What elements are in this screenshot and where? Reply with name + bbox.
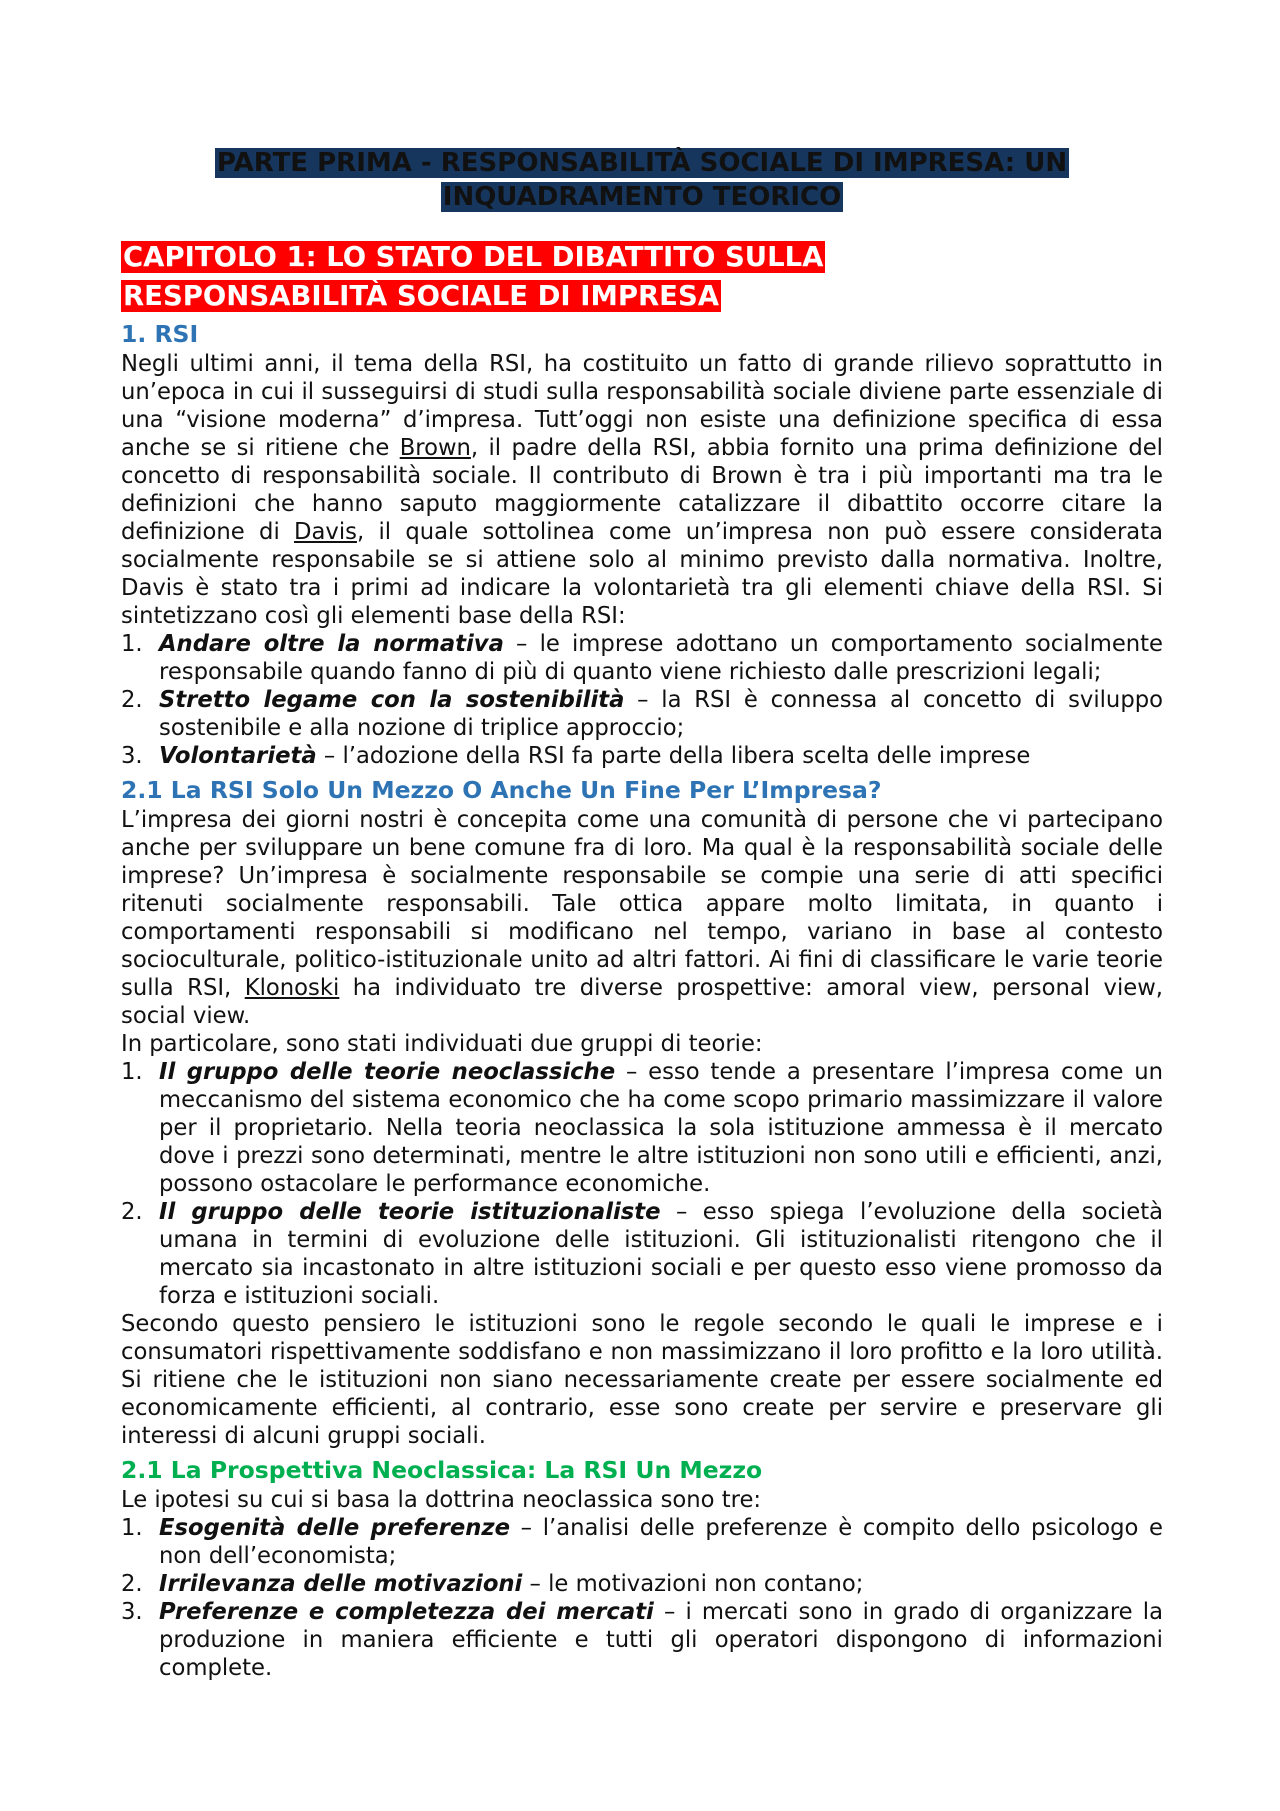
paragraph-text: , il quale sottolinea come un’impresa non può essere considerata socialmente responsabile se si attiene solo al minimo previsto dalla normativa. Inoltre, Davis è stato tra i primi ad indicare la volontarietà tra gli elementi chiave della RSI. Si sintetizzano così gli elementi base della RSI: (121, 519, 1163, 629)
paragraph-text: L’impresa dei giorni nostri è concepita come una comunità di persone che vi partecipano anche per sviluppare un bene comune fra di loro. Ma qual è la responsabilità sociale delle imprese? Un’impresa è socialmente responsabile se compie una serie di atti specifici ritenuti socialmente responsabili. Tale ottica appare molto limitata, in quanto i comportamenti responsabili si modificano nel tempo, variano in base al contesto socioculturale, politico-istituzionale unito ad altri fattori. Ai fini di classificare le varie teorie sulla RSI, (121, 807, 1163, 1001)
list-term: Il gruppo delle teorie neoclassiche (159, 1059, 616, 1085)
list-number: 2. (121, 1199, 143, 1225)
list-number: 3. (121, 1599, 143, 1625)
list-text: – esso spiega l’evoluzione della società umana in termini di evoluzione delle istituzioni. Gli istituzionalisti ritengono che il mercato sia incastonato in altre istituzioni sociali e per questo esso viene promosso da forza e istituzioni sociali. (159, 1199, 1163, 1309)
list-number: 2. (121, 1571, 143, 1597)
paragraph-text: ha individuato tre diverse prospettive: amoral view, personal view, social view. (121, 975, 1163, 1029)
part-title-line2: INQUADRAMENTO TEORICO (442, 182, 842, 212)
list-item (121, 1598, 1163, 1682)
section-heading-neoclassica: 2.1 La Prospettiva Neoclassica: La RSI Un Mezzo (121, 1456, 763, 1484)
list-number: 1. (121, 1059, 143, 1085)
list-text: – esso tende a presentare l’impresa come un meccanismo del sistema economico che ha come scopo primario massimizzare il valore per il proprietario. Nella teoria neoclassica la sola istituzione ammessa è il mercato dove i prezzi sono determinati, mentre le altre istituzioni non sono utili e efficienti, anzi, possono ostacolare le performance economiche. (159, 1059, 1163, 1197)
list-term: Il gruppo delle teorie istituzionaliste (159, 1199, 661, 1225)
page-content (121, 146, 1163, 1682)
list-term: Andare oltre la normativa (159, 631, 504, 657)
chapter-title (121, 238, 1163, 316)
paragraph: Secondo questo pensiero le istituzioni sono le regole secondo le quali le imprese e i consumatori rispettivamente soddisfano e non massimizzano il loro profitto e la loro utilità. Si ritiene che le istituzioni non siano necessariamente create per essere socialmente ed economicamente efficienti, al contrario, esse sono create per servire e preservare gli interessi di alcuni gruppi sociali. (121, 1311, 1163, 1449)
section-heading-rsi: 1. RSI (121, 320, 199, 348)
list-term: Irrilevanza delle motivazioni (159, 1571, 523, 1597)
list-text: – la RSI è connessa al concetto di sviluppo sostenibile e alla nozione di triplice approccio; (159, 687, 1163, 741)
paragraph-text: , il padre della RSI, abbia fornito una prima definizione del concetto di responsabilità sociale. Il contributo di Brown è tra i più importanti ma tra le definizioni che hanno saputo maggiormente catalizzare il dibattito occorre citare la definizione di (121, 435, 1163, 545)
list-item (121, 1198, 1163, 1310)
numbered-list (121, 630, 1163, 770)
reference-klonoski: Klonoski (244, 975, 340, 1001)
list-term: Volontarietà (159, 743, 317, 769)
numbered-list (121, 1058, 1163, 1310)
list-text: – le motivazioni non contano; (522, 1571, 864, 1597)
list-text: – l’adozione della RSI fa parte della libera scelta delle imprese (316, 743, 1031, 769)
part-title-line1: PARTE PRIMA - RESPONSABILITÀ SOCIALE DI IMPRESA: UN (216, 148, 1068, 178)
paragraph: In particolare, sono stati individuati due gruppi di teorie: (121, 1031, 763, 1057)
paragraph (121, 806, 1163, 1030)
list-item (121, 686, 1163, 742)
reference-davis: Davis (294, 519, 357, 545)
list-item (121, 1514, 1163, 1570)
paragraph-text: Negli ultimi anni, il tema della RSI, ha costituito un fatto di grande rilievo soprattutto in un’epoca in cui il susseguirsi di studi sulla responsabilità sociale diviene parte essenziale di una “visione moderna” d’impresa. Tutt’oggi non esiste una definizione specifica di essa anche se si ritiene che (121, 351, 1163, 461)
reference-brown: Brown (399, 435, 471, 461)
list-item (121, 742, 1163, 770)
list-text: – i mercati sono in grado di organizzare la produzione in maniera efficiente e tutti gli operatori dispongono di informazioni complete. (159, 1599, 1163, 1681)
list-item (121, 1570, 1163, 1598)
list-number: 1. (121, 1515, 143, 1541)
paragraph (121, 350, 1163, 630)
list-number: 3. (121, 743, 143, 769)
list-text: – l’analisi delle preferenze è compito dello psicologo e non dell’economista; (159, 1515, 1164, 1569)
list-term: Preferenze e completezza dei mercati (159, 1599, 654, 1625)
list-term: Stretto legame con la sostenibilità (159, 687, 625, 713)
list-term: Esogenità delle preferenze (159, 1515, 510, 1541)
list-number: 2. (121, 687, 143, 713)
list-number: 1. (121, 631, 143, 657)
list-item (121, 630, 1163, 686)
numbered-list (121, 1514, 1163, 1682)
chapter-title-line2: RESPONSABILITÀ SOCIALE DI IMPRESA (123, 280, 720, 312)
part-title (121, 146, 1163, 214)
list-item (121, 1058, 1163, 1198)
chapter-title-line1: CAPITOLO 1: LO STATO DEL DIBATTITO SULLA (123, 241, 824, 273)
section-heading-mezzo-fine: 2.1 La RSI Solo Un Mezzo O Anche Un Fine Per L’Impresa? (121, 776, 882, 804)
list-text: – le imprese adottano un comportamento socialmente responsabile quando fanno di più di quanto viene richiesto dalle prescrizioni legali; (159, 631, 1164, 685)
paragraph: Le ipotesi su cui si basa la dottrina neoclassica sono tre: (121, 1487, 762, 1513)
